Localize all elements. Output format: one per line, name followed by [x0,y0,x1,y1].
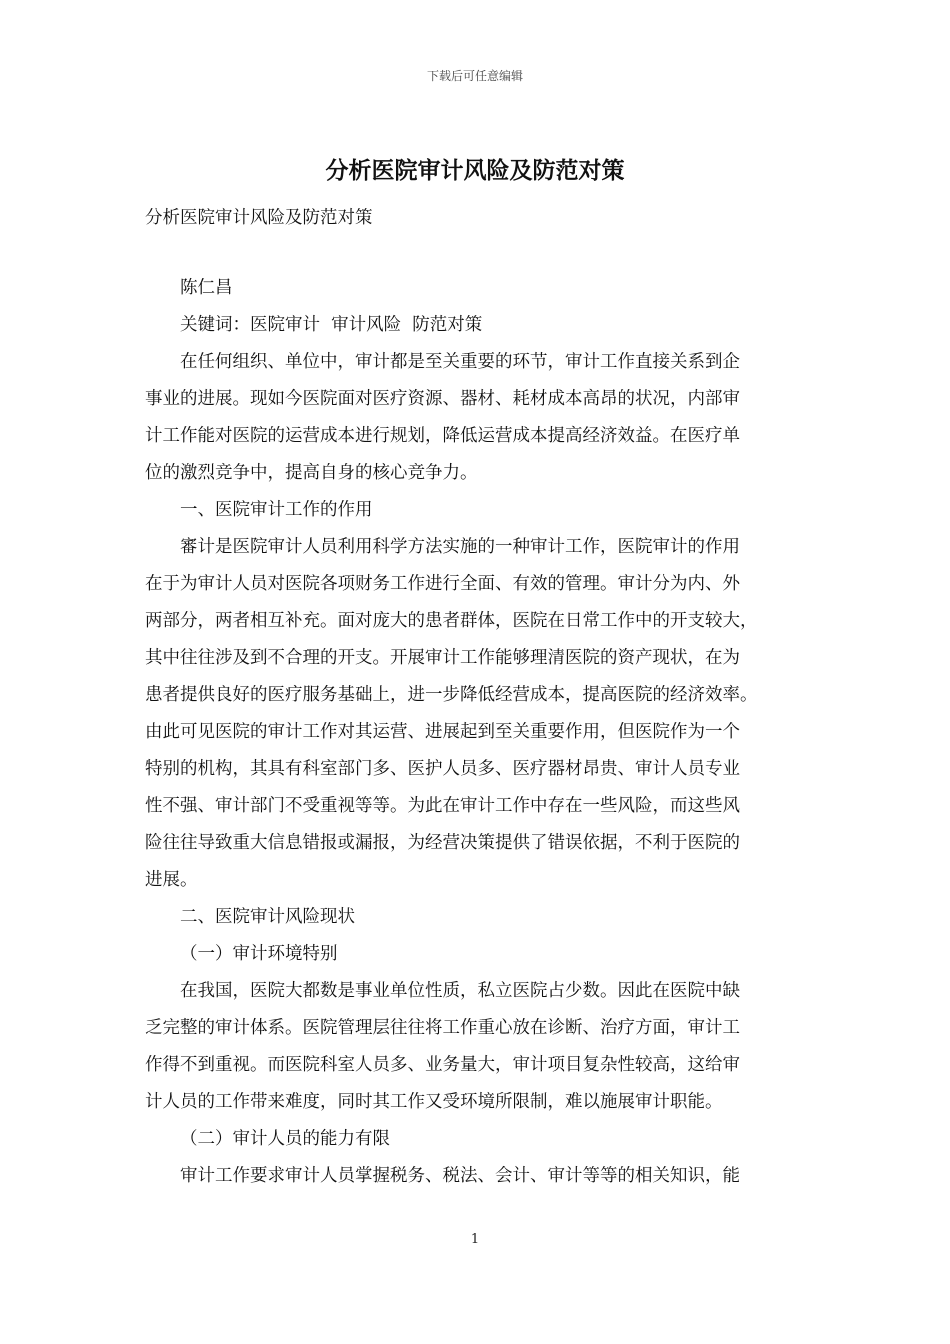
text-line: 患者提供良好的医疗服务基础上，进一步降低经营成本，提高医院的经济效率。 [145,685,758,705]
text-line: 由此可见医院的审计工作对其运营、进展起到至关重要作用，但医院作为一个 [145,722,740,742]
blank-line [145,237,825,270]
text-line: 险往往导致重大信息错报或漏报，为经营决策提供了错误依据，不利于医院的 [145,833,740,853]
section-heading-1: 一、医院审计工作的作用 [180,500,373,520]
text-line: 计人员的工作带来难度，同时其工作又受环境所限制，难以施展审计职能。 [145,1092,723,1112]
text-line: 位的激烈竞争中，提高自身的核心竞争力。 [145,463,478,483]
document-title: 分析医院审计风险及防范对策 [325,157,625,184]
text-line: 事业的进展。现如今医院面对医疗资源、器材、耗材成本高昂的状况，内部审 [145,389,740,409]
page-number: 1 [470,1232,480,1247]
paragraph-role [145,529,825,899]
subtitle: 分析医院审计风险及防范对策 [145,208,373,228]
paragraph-intro [145,344,825,492]
text-line: 乏完整的审计体系。医院管理层往往将工作重心放在诊断、治疗方面，审计工 [145,1018,740,1038]
text-line: 作得不到重视。而医院科室人员多、业务量大，审计项目复杂性较高，这给审 [145,1055,740,1075]
paragraph-environment [145,973,825,1121]
text-line: 審计是医院审计人员利用科学方法实施的一种审计工作，医院审计的作用 [180,537,740,557]
page-header: 下载后可任意编辑 [426,69,523,83]
keywords: 关键词：医院审计 审计风险 防范对策 [180,315,483,335]
text-line: 审计工作要求审计人员掌握税务、税法、会计、审计等等的相关知识，能 [180,1166,740,1186]
text-line: 两部分，两者相互补充。面对庞大的患者群体，医院在日常工作中的开支较大， [145,611,758,631]
text-line: 特别的机构，其具有科室部门多、医护人员多、医疗器材昂贵、审计人员专业 [145,759,740,779]
subsection-heading-1: （一）审计环境特别 [180,944,338,964]
subsection-heading-2: （二）审计人员的能力有限 [180,1129,390,1149]
text-line: 进展。 [145,870,198,890]
author: 陈仁昌 [180,278,233,298]
section-heading-2: 二、医院审计风险现状 [180,907,355,927]
document-body [145,200,825,1195]
text-line: 在我国，医院大都数是事业单位性质，私立医院占少数。因此在医院中缺 [180,981,740,1001]
text-line: 在于为审计人员对医院各项财务工作进行全面、有效的管理。审计分为内、外 [145,574,740,594]
text-line: 其中往往涉及到不合理的开支。开展审计工作能够理清医院的资产现状，在为 [145,648,740,668]
text-line: 计工作能对医院的运营成本进行规划，降低运营成本提高经济效益。在医疗单 [145,426,740,446]
text-line: 性不强、审计部门不受重视等等。为此在审计工作中存在一些风险，而这些风 [145,796,740,816]
paragraph-capability [145,1158,825,1195]
text-line: 在任何组织、单位中，审计都是至关重要的环节，审计工作直接关系到企 [180,352,740,372]
